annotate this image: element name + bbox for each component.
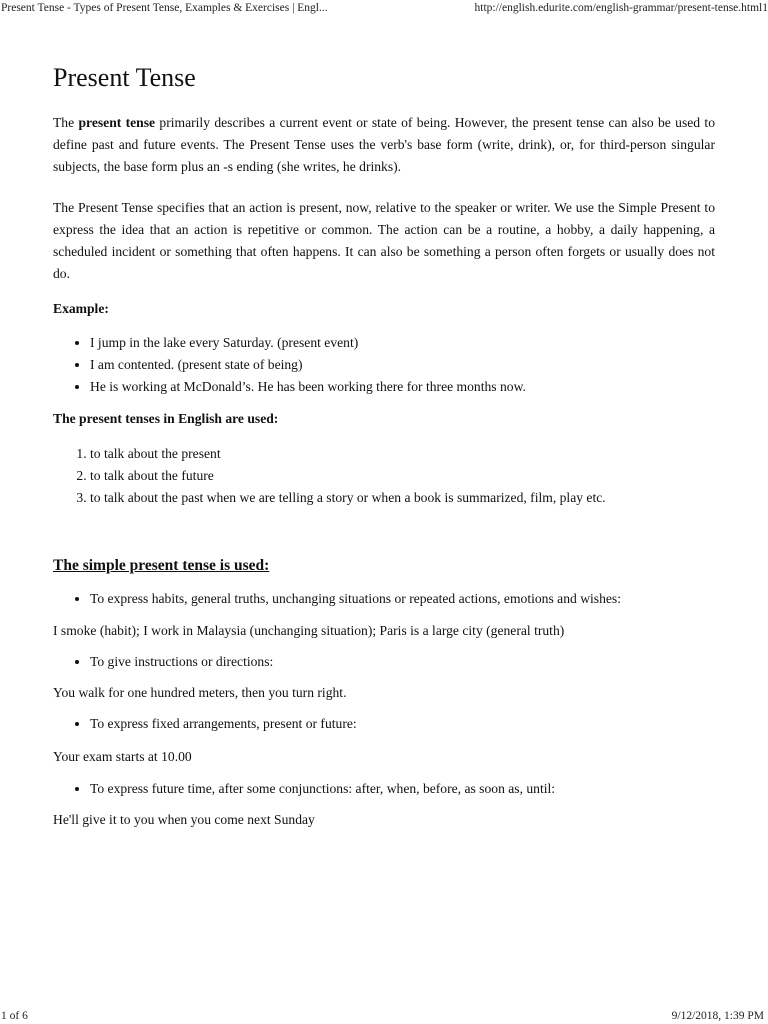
- intro-rest: primarily describes a current event or state of being. However, the present tense can also be used to define past and future events. The Present Tense uses the verb's base form (write, drink), or, for third-person singular subjects, the base form plus an -s ending (she writes, he drinks).: [53, 115, 715, 174]
- uses-list: [53, 443, 606, 509]
- simple-use-item: • To express future time, after some conjunctions: after, when, before, as soon as, until:: [90, 778, 555, 800]
- simple-use-list: [53, 651, 273, 673]
- print-header-page-title: Present Tense - Types of Present Tense, Examples & Exercises | Engl...: [1, 2, 328, 14]
- intro-bold-term: present tense: [78, 115, 156, 130]
- print-datetime: 9/12/2018, 1:39 PM: [671, 1010, 764, 1022]
- example-item: • I jump in the lake every Saturday. (present event): [90, 332, 526, 354]
- intro-paragraph: [53, 112, 715, 178]
- simple-use-example: I smoke (habit); I work in Malaysia (unchanging situation); Paris is a large city (general truth): [53, 623, 565, 638]
- uses-heading: The present tenses in English are used:: [53, 411, 279, 426]
- print-header-url: http://english.edurite.com/english-grammar/present-tense.html1: [474, 2, 768, 14]
- uses-item: 1. to talk about the present: [90, 443, 606, 465]
- simple-present-heading: The simple present tense is used:: [53, 557, 270, 574]
- simple-use-list: [53, 713, 357, 735]
- example-list: [53, 332, 526, 398]
- simple-use-item: • To give instructions or directions:: [90, 651, 273, 673]
- example-heading: Example:: [53, 301, 109, 316]
- simple-use-list: [53, 778, 555, 800]
- example-item: • I am contented. (present state of being): [90, 354, 526, 376]
- page-title: Present Tense: [53, 63, 196, 92]
- definition-paragraph: The Present Tense specifies that an action is present, now, relative to the speaker or writer. We use the Simple Present to express the idea that an action is repetitive or common. The action can be a routine, a hobby, a daily happening, a scheduled incident or something that often happens. It can also be something a person often forgets or usually does not do.: [53, 200, 715, 281]
- intro-lead: The: [53, 115, 79, 130]
- simple-use-item: • To express fixed arrangements, present or future:: [90, 713, 357, 735]
- simple-use-example: You walk for one hundred meters, then you turn right.: [53, 685, 347, 700]
- print-header: [0, 0, 768, 16]
- uses-item: 2. to talk about the future: [90, 465, 606, 487]
- simple-use-example: He'll give it to you when you come next Sunday: [53, 812, 315, 827]
- example-item: • He is working at McDonald’s. He has been working there for three months now.: [90, 376, 526, 398]
- simple-use-list: [53, 588, 621, 610]
- print-footer: [0, 1008, 768, 1024]
- page-count: 1 of 6: [1, 1010, 28, 1022]
- simple-use-item: • To express habits, general truths, unchanging situations or repeated actions, emotions and wishes:: [90, 588, 621, 610]
- simple-use-example: Your exam starts at 10.00: [53, 749, 192, 764]
- uses-item: 3. to talk about the past when we are telling a story or when a book is summarized, film, play etc.: [90, 487, 606, 509]
